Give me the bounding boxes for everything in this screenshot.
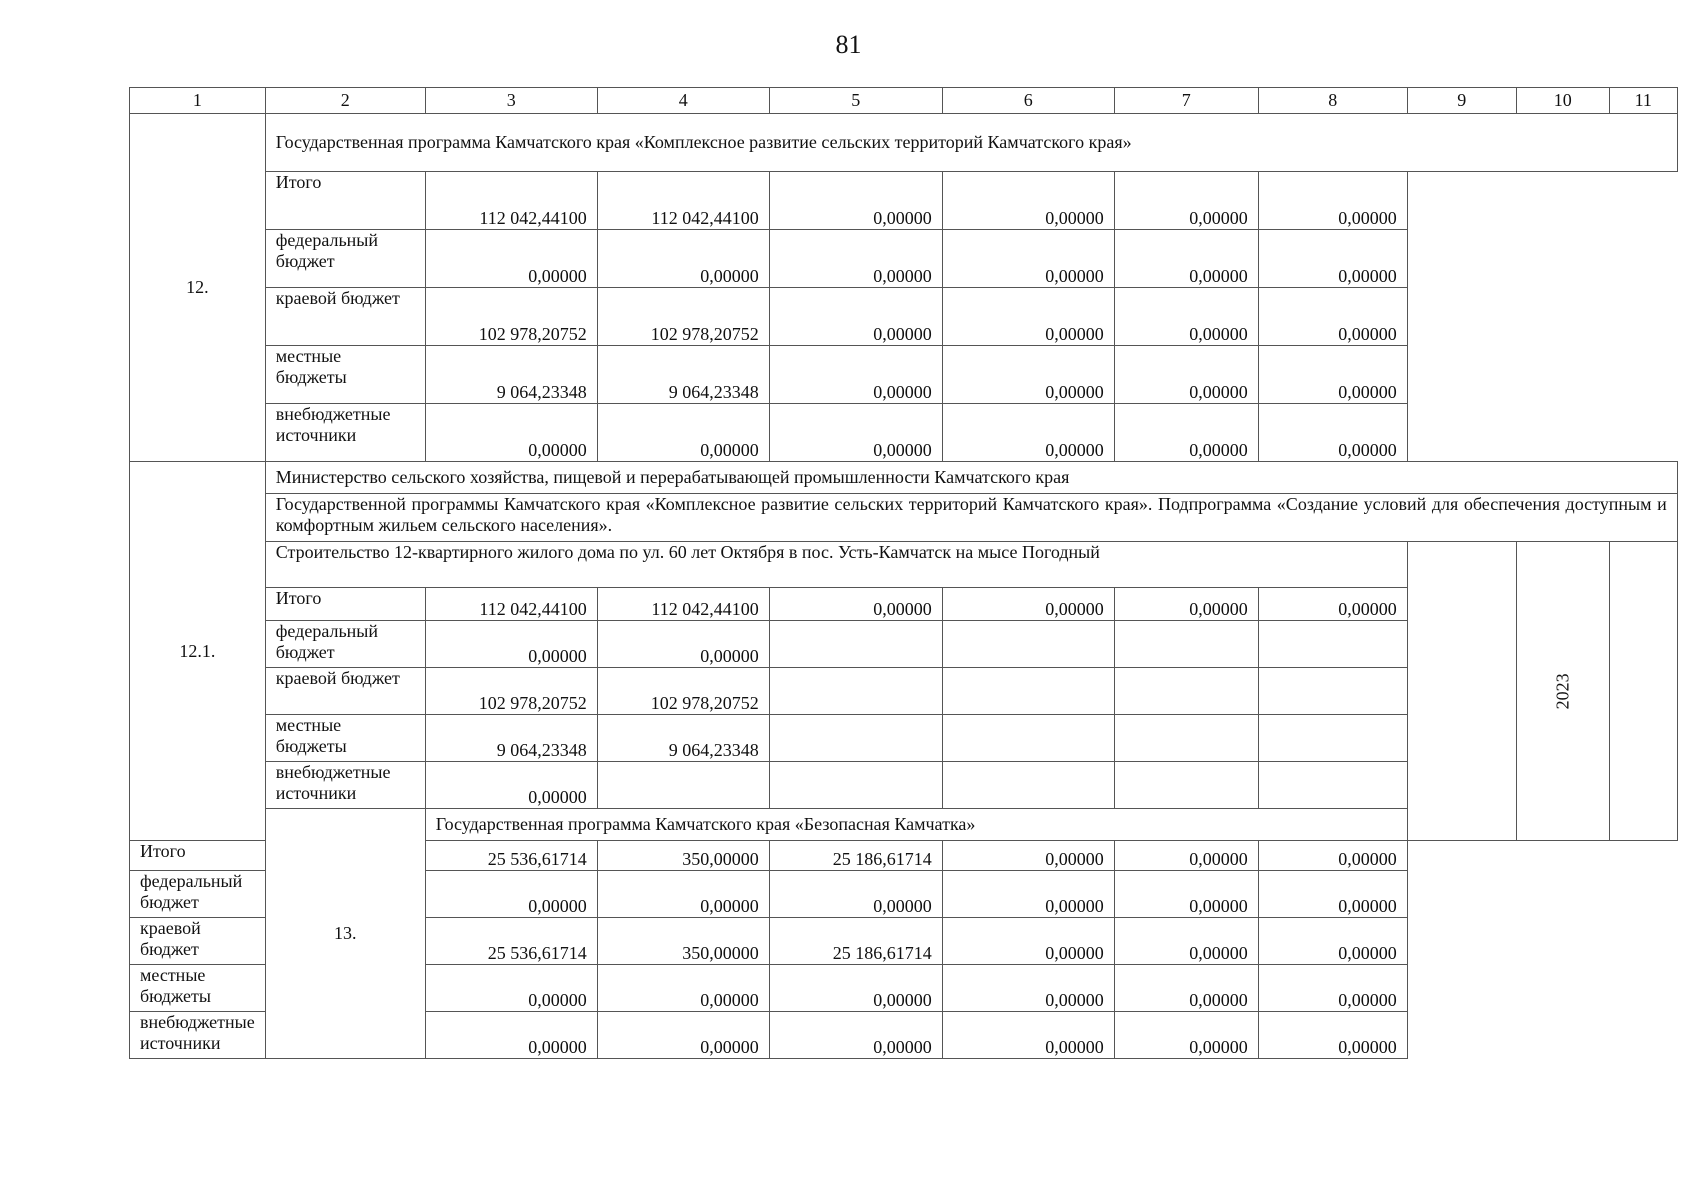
row-label: краевой бюджет — [130, 918, 266, 965]
header-cell: 3 — [425, 88, 597, 114]
value-cell — [769, 668, 942, 715]
value-cell: 112 042,44100 — [425, 172, 597, 230]
value-cell — [1114, 668, 1258, 715]
value-cell — [769, 762, 942, 809]
value-cell: 0,00000 — [769, 871, 942, 918]
header-cell: 2 — [265, 88, 425, 114]
value-cell: 0,00000 — [769, 404, 942, 462]
blank-area — [1407, 172, 1677, 462]
value-cell: 0,00000 — [425, 1012, 597, 1059]
value-cell: 0,00000 — [597, 404, 769, 462]
row-label: федеральный бюджет — [130, 871, 266, 918]
value-cell: 0,00000 — [1114, 172, 1258, 230]
value-cell: 0,00000 — [942, 230, 1114, 288]
section-index: 12.1. — [130, 462, 266, 841]
section-title-row — [130, 809, 1678, 841]
header-cell: 4 — [597, 88, 769, 114]
value-cell: 25 186,61714 — [769, 918, 942, 965]
row-label: Итого — [265, 172, 425, 230]
section-index: 13. — [265, 809, 425, 1059]
value-cell — [942, 668, 1114, 715]
value-cell: 102 978,20752 — [425, 288, 597, 346]
subprogram-title: Государственной программы Камчатского края «Комплексное развитие сельских территорий Камчатского края». Подпрограмма «Создание условий для обеспечения доступным и комфортным жильем сельского населения». — [265, 494, 1677, 542]
row-label: федеральный бюджет — [265, 621, 425, 668]
value-cell: 9 064,23348 — [597, 715, 769, 762]
value-cell: 0,00000 — [769, 346, 942, 404]
row-label: Итого — [130, 841, 266, 871]
header-cell: 7 — [1114, 88, 1258, 114]
row-label: краевой бюджет — [265, 288, 425, 346]
value-cell: 0,00000 — [769, 288, 942, 346]
ministry-row — [130, 462, 1678, 494]
value-cell: 0,00000 — [425, 762, 597, 809]
value-cell: 0,00000 — [769, 1012, 942, 1059]
blank-area — [1407, 841, 1677, 1059]
table-row — [130, 172, 1678, 230]
value-cell — [1114, 762, 1258, 809]
subprogram-row — [130, 494, 1678, 542]
value-cell — [1258, 762, 1407, 809]
value-cell: 0,00000 — [425, 871, 597, 918]
value-cell: 0,00000 — [942, 841, 1114, 871]
value-cell: 0,00000 — [1114, 965, 1258, 1012]
row-label: местные бюджеты — [130, 965, 266, 1012]
value-cell: 112 042,44100 — [597, 588, 769, 621]
budget-table — [129, 87, 1678, 1059]
value-cell: 0,00000 — [942, 918, 1114, 965]
header-cell: 9 — [1407, 88, 1516, 114]
value-cell: 0,00000 — [769, 965, 942, 1012]
value-cell: 0,00000 — [425, 230, 597, 288]
value-cell: 0,00000 — [597, 871, 769, 918]
value-cell: 0,00000 — [942, 1012, 1114, 1059]
value-cell: 0,00000 — [769, 588, 942, 621]
page-number: 81 — [835, 30, 862, 59]
value-cell: 112 042,44100 — [597, 172, 769, 230]
row-label: федеральный бюджет — [265, 230, 425, 288]
value-cell: 0,00000 — [1258, 871, 1407, 918]
value-cell: 102 978,20752 — [597, 668, 769, 715]
value-cell — [942, 715, 1114, 762]
row-label: внебюджетные источники — [265, 404, 425, 462]
row-label: краевой бюджет — [265, 668, 425, 715]
value-cell: 0,00000 — [425, 404, 597, 462]
value-cell: 0,00000 — [942, 965, 1114, 1012]
value-cell: 9 064,23348 — [425, 346, 597, 404]
object-row — [130, 542, 1678, 588]
value-cell: 0,00000 — [1258, 404, 1407, 462]
value-cell: 0,00000 — [1258, 230, 1407, 288]
year-label: 2023 — [1552, 673, 1573, 709]
value-cell: 0,00000 — [1258, 588, 1407, 621]
header-cell: 11 — [1609, 88, 1677, 114]
value-cell: 0,00000 — [1258, 918, 1407, 965]
value-cell: 0,00000 — [1258, 965, 1407, 1012]
value-cell — [597, 762, 769, 809]
value-cell: 0,00000 — [1114, 404, 1258, 462]
value-cell — [1258, 715, 1407, 762]
value-cell: 112 042,44100 — [425, 588, 597, 621]
row-label: Итого — [265, 588, 425, 621]
value-cell: 0,00000 — [1114, 288, 1258, 346]
value-cell: 25 536,61714 — [425, 841, 597, 871]
value-cell: 0,00000 — [1258, 288, 1407, 346]
value-cell: 102 978,20752 — [597, 288, 769, 346]
value-cell: 0,00000 — [1258, 172, 1407, 230]
value-cell: 0,00000 — [1258, 1012, 1407, 1059]
value-cell: 9 064,23348 — [425, 715, 597, 762]
value-cell: 0,00000 — [597, 1012, 769, 1059]
value-cell: 350,00000 — [597, 918, 769, 965]
value-cell: 0,00000 — [1114, 346, 1258, 404]
header-row — [130, 88, 1678, 114]
header-cell: 8 — [1258, 88, 1407, 114]
year-cell — [1516, 542, 1609, 841]
value-cell: 25 536,61714 — [425, 918, 597, 965]
value-cell: 0,00000 — [942, 404, 1114, 462]
value-cell: 102 978,20752 — [425, 668, 597, 715]
value-cell: 0,00000 — [942, 288, 1114, 346]
value-cell — [1114, 715, 1258, 762]
row-label: внебюджетные источники — [265, 762, 425, 809]
header-cell: 10 — [1516, 88, 1609, 114]
value-cell — [1114, 621, 1258, 668]
value-cell: 0,00000 — [1114, 1012, 1258, 1059]
header-cell: 6 — [942, 88, 1114, 114]
section-title: Государственная программа Камчатского края «Безопасная Камчатка» — [425, 809, 1677, 841]
section-title-row — [130, 114, 1678, 172]
value-cell: 0,00000 — [425, 965, 597, 1012]
value-cell: 0,00000 — [425, 621, 597, 668]
value-cell — [942, 762, 1114, 809]
section-index: 12. — [130, 114, 266, 462]
section-title: Государственная программа Камчатского края «Комплексное развитие сельских территорий Камчатского края» — [265, 114, 1677, 172]
value-cell: 0,00000 — [1114, 230, 1258, 288]
value-cell: 9 064,23348 — [597, 346, 769, 404]
value-cell: 0,00000 — [597, 621, 769, 668]
value-cell: 350,00000 — [597, 841, 769, 871]
header-cell: 5 — [769, 88, 942, 114]
value-cell: 0,00000 — [1114, 871, 1258, 918]
row-label: внебюджетные источники — [130, 1012, 266, 1059]
row-label: местные бюджеты — [265, 715, 425, 762]
value-cell: 0,00000 — [942, 172, 1114, 230]
row-label: местные бюджеты — [265, 346, 425, 404]
object-title: Строительство 12-квартирного жилого дома по ул. 60 лет Октября в пос. Усть-Камчатск на мысе Погодный — [265, 542, 1407, 588]
column-11-cell — [1609, 542, 1677, 841]
value-cell: 0,00000 — [942, 871, 1114, 918]
column-9-cell — [1407, 542, 1516, 841]
value-cell: 0,00000 — [942, 588, 1114, 621]
value-cell: 0,00000 — [1258, 346, 1407, 404]
value-cell: 0,00000 — [1114, 918, 1258, 965]
value-cell: 25 186,61714 — [769, 841, 942, 871]
value-cell — [1258, 621, 1407, 668]
header-cell: 1 — [130, 88, 266, 114]
value-cell — [769, 621, 942, 668]
value-cell: 0,00000 — [769, 230, 942, 288]
value-cell: 0,00000 — [597, 230, 769, 288]
value-cell: 0,00000 — [769, 172, 942, 230]
value-cell: 0,00000 — [1114, 841, 1258, 871]
value-cell — [942, 621, 1114, 668]
value-cell: 0,00000 — [1258, 841, 1407, 871]
value-cell — [1258, 668, 1407, 715]
value-cell — [769, 715, 942, 762]
value-cell: 0,00000 — [1114, 588, 1258, 621]
value-cell: 0,00000 — [597, 965, 769, 1012]
ministry-title: Министерство сельского хозяйства, пищевой и перерабатывающей промышленности Камчатского края — [265, 462, 1677, 494]
value-cell: 0,00000 — [942, 346, 1114, 404]
